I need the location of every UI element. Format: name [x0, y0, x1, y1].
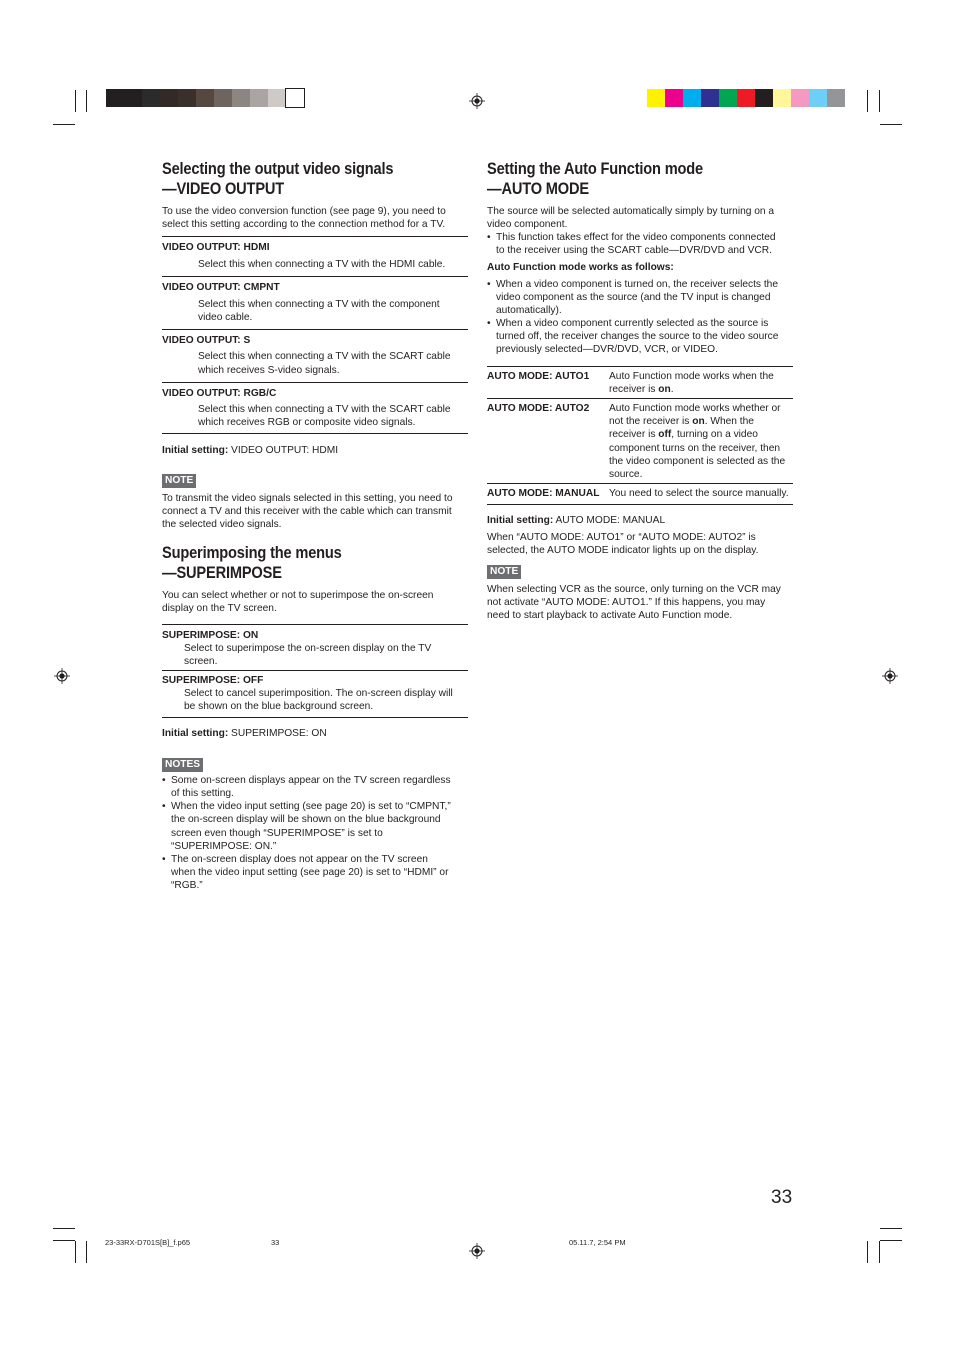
- auto-mode-subtitle: —AUTO MODE: [487, 179, 589, 198]
- option-label: VIDEO OUTPUT: HDMI: [162, 242, 270, 253]
- note-text: need to start playback to activate Auto Function mode.: [487, 610, 733, 621]
- note-text: “SUPERIMPOSE: ON.”: [171, 841, 277, 852]
- paragraph: previously selected—DVR/DVD, VCR, or VIDEO.: [496, 344, 718, 355]
- footer-page: 33: [271, 1238, 280, 1247]
- note-badge: NOTE: [162, 474, 196, 488]
- color-swatch: [701, 89, 719, 107]
- note-badge: NOTE: [487, 565, 521, 579]
- crop-mark: [867, 90, 868, 112]
- divider: [162, 717, 468, 718]
- color-swatch: [773, 89, 791, 107]
- note-bullet: • The on-screen display does not appear on the TV screen: [171, 853, 428, 866]
- crop-mark: [53, 124, 75, 125]
- option-description: component turns on the receiver, then: [609, 443, 781, 454]
- paragraph: video component as the source (and the TV input is changed: [496, 292, 771, 303]
- color-swatch: [106, 89, 124, 107]
- crop-mark: [880, 1228, 902, 1229]
- option-description: Select this when connecting a TV with the component: [198, 299, 440, 310]
- divider: [487, 398, 793, 399]
- divider: [162, 670, 468, 671]
- option-description: be shown on the blue background screen.: [184, 701, 374, 712]
- color-swatch: [737, 89, 755, 107]
- crop-mark: [880, 1240, 902, 1241]
- paragraph: display on the TV screen.: [162, 603, 277, 614]
- note-bullet: • Some on-screen displays appear on the TV screen regardless: [171, 774, 451, 787]
- notes-badge: NOTES: [162, 758, 203, 772]
- initial-setting: Initial setting: VIDEO OUTPUT: HDMI: [162, 445, 339, 456]
- paragraph: selected, the AUTO MODE indicator lights up on the display.: [487, 545, 759, 556]
- option-description: receiver is off, turning on a video: [609, 429, 758, 440]
- superimpose-title: Superimposing the menus: [162, 543, 342, 562]
- paragraph: When “AUTO MODE: AUTO1” or “AUTO MODE: AUTO2” is: [487, 532, 756, 543]
- divider: [162, 624, 468, 625]
- crop-mark: [53, 1228, 75, 1229]
- divider: [162, 382, 468, 383]
- option-label: AUTO MODE: AUTO1: [487, 371, 590, 382]
- color-swatch: [268, 89, 286, 107]
- note-text: To transmit the video signals selected in this setting, you need to: [162, 493, 453, 504]
- color-swatch: [791, 89, 809, 107]
- crop-mark: [867, 1241, 868, 1263]
- color-swatch: [809, 89, 827, 107]
- video-output-subtitle: —VIDEO OUTPUT: [162, 179, 285, 198]
- video-output-title: Selecting the output video signals: [162, 159, 394, 178]
- crop-mark: [75, 90, 76, 112]
- footer-filename: 23-33RX-D701S[B]_f.p65: [105, 1238, 191, 1247]
- option-description: Select this when connecting a TV with the HDMI cable.: [198, 259, 446, 270]
- option-description: Select this when connecting a TV with the SCART cable: [198, 404, 451, 415]
- crop-mark: [86, 1241, 87, 1263]
- option-description: not the receiver is on. When the: [609, 416, 754, 427]
- option-label: VIDEO OUTPUT: RGB/C: [162, 388, 277, 399]
- color-swatch: [683, 89, 701, 107]
- divider: [487, 366, 793, 367]
- option-description: source.: [609, 469, 643, 480]
- option-description: which receives RGB or composite video signals.: [198, 417, 416, 428]
- divider: [487, 504, 793, 505]
- color-swatch: [827, 89, 845, 107]
- option-description: Select to superimpose the on-screen display on the TV: [184, 643, 432, 654]
- option-description: receiver is on.: [609, 384, 674, 395]
- note-text: connect a TV and this receiver with the cable which can transmit: [162, 506, 452, 517]
- divider: [487, 483, 793, 484]
- registration-mark-icon: [54, 668, 70, 684]
- page-number: 33: [771, 1187, 793, 1208]
- registration-mark-icon: [469, 93, 485, 109]
- divider: [162, 276, 468, 277]
- note-text: the selected video signals.: [162, 519, 282, 530]
- crop-mark: [86, 90, 87, 112]
- registration-mark-icon: [469, 1243, 485, 1259]
- section-subheading: Auto Function mode works as follows:: [487, 262, 674, 273]
- option-description: which receives S-video signals.: [198, 365, 340, 376]
- crop-mark: [75, 1241, 76, 1263]
- color-swatch: [232, 89, 250, 107]
- option-description: screen.: [184, 656, 218, 667]
- crop-mark: [879, 90, 880, 112]
- paragraph: automatically).: [496, 305, 562, 316]
- registration-mark-icon: [882, 668, 898, 684]
- option-label: AUTO MODE: MANUAL: [487, 488, 600, 499]
- note-text: When selecting VCR as the source, only turning on the VCR may: [487, 584, 781, 595]
- color-swatch: [178, 89, 196, 107]
- crop-mark: [879, 1241, 880, 1263]
- paragraph: to the receiver using the SCART cable—DVR/DVD and VCR.: [496, 245, 772, 256]
- color-swatch: [665, 89, 683, 107]
- option-label: SUPERIMPOSE: ON: [162, 630, 259, 641]
- option-description: Auto Function mode works whether or: [609, 403, 781, 414]
- superimpose-subtitle: —SUPERIMPOSE: [162, 563, 282, 582]
- bullet-item: • When a video component is turned on, the receiver selects the: [496, 278, 778, 291]
- bullet-item: • This function takes effect for the video components connected: [496, 231, 776, 244]
- color-swatch: [214, 89, 232, 107]
- color-swatch: [755, 89, 773, 107]
- note-text: the on-screen display will be shown on the blue background: [171, 814, 441, 825]
- option-label: VIDEO OUTPUT: CMPNT: [162, 282, 280, 293]
- option-label: VIDEO OUTPUT: S: [162, 335, 251, 346]
- bullet-item: • When a video component currently selected as the source is: [496, 317, 768, 330]
- color-swatch: [719, 89, 737, 107]
- note-bullet: • When the video input setting (see page 20) is set to “CMPNT,”: [171, 800, 451, 813]
- note-text: not activate “AUTO MODE: AUTO1.” If this happens, you may: [487, 597, 766, 608]
- initial-setting: Initial setting: SUPERIMPOSE: ON: [162, 728, 327, 739]
- initial-setting: Initial setting: AUTO MODE: MANUAL: [487, 515, 666, 526]
- option-description: You need to select the source manually.: [609, 488, 789, 499]
- paragraph: You can select whether or not to superimpose the on-screen: [162, 590, 434, 601]
- option-description: the video component is selected as the: [609, 456, 786, 467]
- auto-mode-title: Setting the Auto Function mode: [487, 159, 704, 178]
- paragraph: The source will be selected automatically simply by turning on a: [487, 206, 775, 217]
- color-swatch: [286, 89, 304, 107]
- paragraph: video component.: [487, 219, 568, 230]
- color-swatch: [196, 89, 214, 107]
- color-swatch: [647, 89, 665, 107]
- option-description: Select this when connecting a TV with the SCART cable: [198, 351, 451, 362]
- note-text: “RGB.”: [171, 880, 203, 891]
- divider: [162, 329, 468, 330]
- crop-mark: [53, 1240, 75, 1241]
- paragraph: select this setting according to the connection method for a TV.: [162, 219, 446, 230]
- option-description: Auto Function mode works when the: [609, 371, 774, 382]
- crop-mark: [880, 124, 902, 125]
- option-description: Select to cancel superimposition. The on-screen display will: [184, 688, 453, 699]
- option-label: SUPERIMPOSE: OFF: [162, 675, 264, 686]
- option-label: AUTO MODE: AUTO2: [487, 403, 590, 414]
- divider: [162, 236, 468, 237]
- color-swatch: [250, 89, 268, 107]
- note-text: screen even though “SUPERIMPOSE” is set to: [171, 828, 383, 839]
- note-text: of this setting.: [171, 788, 234, 799]
- color-swatch: [160, 89, 178, 107]
- divider: [162, 433, 468, 434]
- paragraph: turned off, the receiver changes the source to the video source: [496, 331, 779, 342]
- note-text: when the video input setting (see page 20) is set to “HDMI” or: [171, 867, 449, 878]
- color-swatch: [142, 89, 160, 107]
- color-swatch: [124, 89, 142, 107]
- footer-date: 05.11.7, 2:54 PM: [569, 1238, 626, 1247]
- option-description: video cable.: [198, 312, 253, 323]
- paragraph: To use the video conversion function (see page 9), you need to: [162, 206, 446, 217]
